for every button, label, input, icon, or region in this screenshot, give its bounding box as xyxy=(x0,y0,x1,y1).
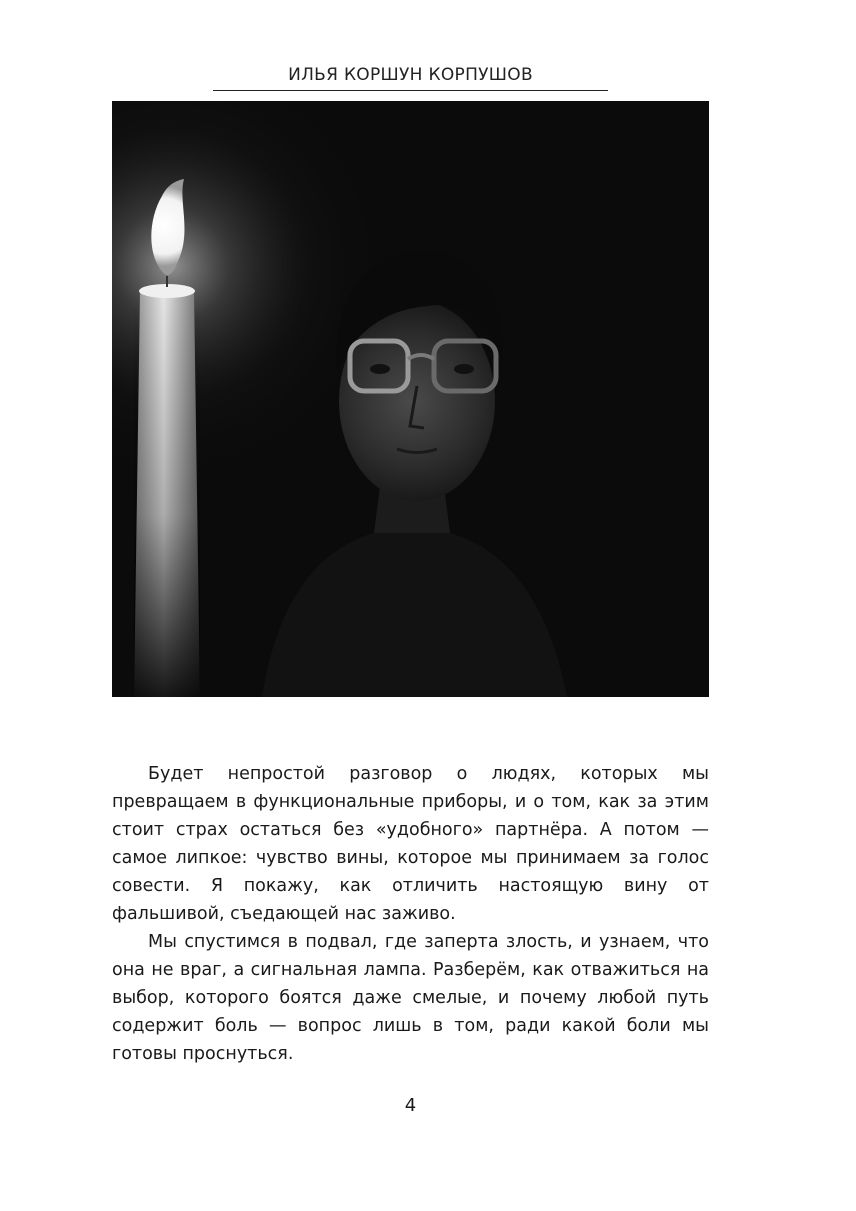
paragraph-1: Будет непростой разговор о людях, которых мы превращаем в функциональные приборы, и о том, как за этим стоит страх остаться без «удобного» партнёра. А потом — самое липкое: чувство вины, которое мы принимаем за голос совести. Я покажу, как отличить настоящую вину от фальшивой, съедающей нас заживо. xyxy=(112,764,709,924)
body-text xyxy=(112,760,709,1068)
candle-shadow xyxy=(134,291,200,697)
paragraph-2: Мы спустимся в подвал, где заперта злость, и узнаем, что она не враг, а сигнальная лампа. Разберём, как отважиться на выбор, которого боятся даже смелые, и почему любой путь содержит боль — вопрос лишь в том, ради какой боли мы готовы проснуться. xyxy=(112,932,709,1064)
running-head-rule xyxy=(213,90,608,91)
portrait-illustration xyxy=(112,101,709,697)
portrait-photo xyxy=(112,101,709,697)
running-head-title: ИЛЬЯ КОРШУН КОРПУШОВ xyxy=(288,65,533,85)
page-number: 4 xyxy=(404,1095,417,1116)
left-eye xyxy=(370,364,390,374)
right-eye xyxy=(454,364,474,374)
